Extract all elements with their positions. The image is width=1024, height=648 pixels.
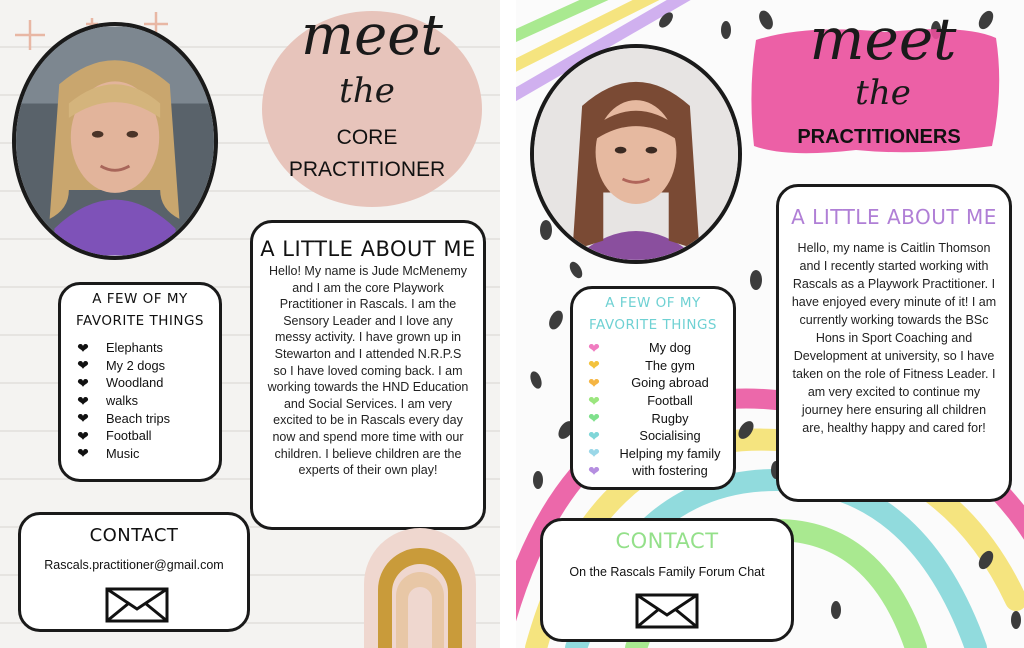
list-item: ❤ Woodland [74, 374, 219, 392]
favorite-things-box [570, 286, 736, 490]
heart-icon: ❤ [588, 339, 600, 356]
poster-divider [500, 0, 516, 648]
heart-icon: ❤ [588, 374, 600, 391]
portrait-image [16, 26, 214, 256]
contact-box [18, 512, 250, 632]
list-item: ❤ Socialising [585, 427, 733, 445]
about-me-text: Hello, my name is Caitlin Thomson and I recently started working with Rascals as a Playwork Practitioner. I have enjoyed every minute of it! I am currently working towards the BSc Hons in Sport Coaching and Development at university, so I have taken on the role of Fitness Leader. I am very excited to continue my journey here ensuring all children are, healthy happy and cared for! [791, 241, 997, 435]
list-item: ❤ My 2 dogs [74, 357, 219, 375]
list-item: ❤ Going abroad [585, 374, 733, 392]
heart-icon: ❤ [77, 445, 89, 462]
contact-title: CONTACT [615, 529, 719, 553]
list-item: ❤ Helping my family [585, 445, 733, 463]
list-item: ❤ Football [74, 427, 219, 445]
title-meet: meet [809, 5, 957, 73]
title-core: CORE [336, 126, 398, 149]
contact-box [540, 518, 794, 642]
practitioner-photo [12, 22, 218, 260]
about-me-box [776, 184, 1012, 502]
poster-practitioners [516, 0, 1024, 648]
envelope-icon [635, 593, 699, 629]
heart-icon: ❤ [588, 427, 600, 444]
list-item: ❤ with fostering [585, 462, 733, 480]
list-item: ❤ Rugby [585, 409, 733, 427]
envelope-icon [105, 587, 169, 623]
list-item: ❤ My dog [585, 339, 733, 357]
favorites-title-1: A FEW OF MY [605, 295, 701, 311]
heart-icon: ❤ [588, 392, 600, 409]
heart-icon: ❤ [77, 339, 89, 356]
title-practitioner: PRACTITIONER [288, 158, 446, 181]
title-the: the [339, 71, 395, 111]
favorites-list [61, 339, 219, 462]
title-meet: meet [301, 3, 443, 68]
practitioner-photo [530, 44, 742, 264]
favorites-title-1: A FEW OF MY [92, 291, 188, 307]
title-the: the [855, 73, 911, 113]
about-me-title: A LITTLE ABOUT ME [791, 205, 997, 229]
heart-icon: ❤ [77, 410, 89, 427]
contact-text: On the Rascals Family Forum Chat [569, 565, 765, 579]
list-item: ❤ Elephants [74, 339, 219, 357]
contact-title: CONTACT [89, 525, 179, 546]
heart-icon: ❤ [588, 410, 600, 427]
about-me-box [250, 220, 486, 530]
favorites-title-2: FAVORITE THINGS [589, 317, 717, 333]
list-item: ❤ The gym [585, 357, 733, 375]
poster-core-practitioner [0, 0, 500, 648]
list-item: ❤ walks [74, 392, 219, 410]
heart-icon: ❤ [77, 392, 89, 409]
list-item: ❤ Beach trips [74, 409, 219, 427]
heart-icon: ❤ [77, 374, 89, 391]
contact-email[interactable]: Rascals.practitioner@gmail.com [44, 558, 224, 572]
about-me-title: A LITTLE ABOUT ME [260, 237, 476, 261]
rainbow-decoration [352, 504, 488, 648]
heart-icon: ❤ [588, 462, 600, 479]
heart-icon: ❤ [588, 445, 600, 462]
list-item: ❤ Music [74, 445, 219, 463]
about-me-text: Hello! My name is Jude McMenemy and I am the core Playwork Practitioner in Rascals. I am the Sensory Leader and I love any messy activity. I have grown up in Stewarton and I attended N.R.P.S so I have loved coming back. I am working towards the HND Education and Social Services. I am very excited to be in Rascals every day now and spend more time with our children. I believe children are the experts of their own play! [267, 264, 469, 478]
list-item: ❤ Football [585, 392, 733, 410]
portrait-image [534, 48, 738, 260]
favorite-things-box [58, 282, 222, 482]
heart-icon: ❤ [77, 427, 89, 444]
favorites-title-2: FAVORITE THINGS [76, 313, 204, 329]
favorites-list [573, 339, 733, 480]
title-practitioners: PRACTITIONERS [797, 126, 961, 148]
heart-icon: ❤ [588, 357, 600, 374]
heart-icon: ❤ [77, 357, 89, 374]
